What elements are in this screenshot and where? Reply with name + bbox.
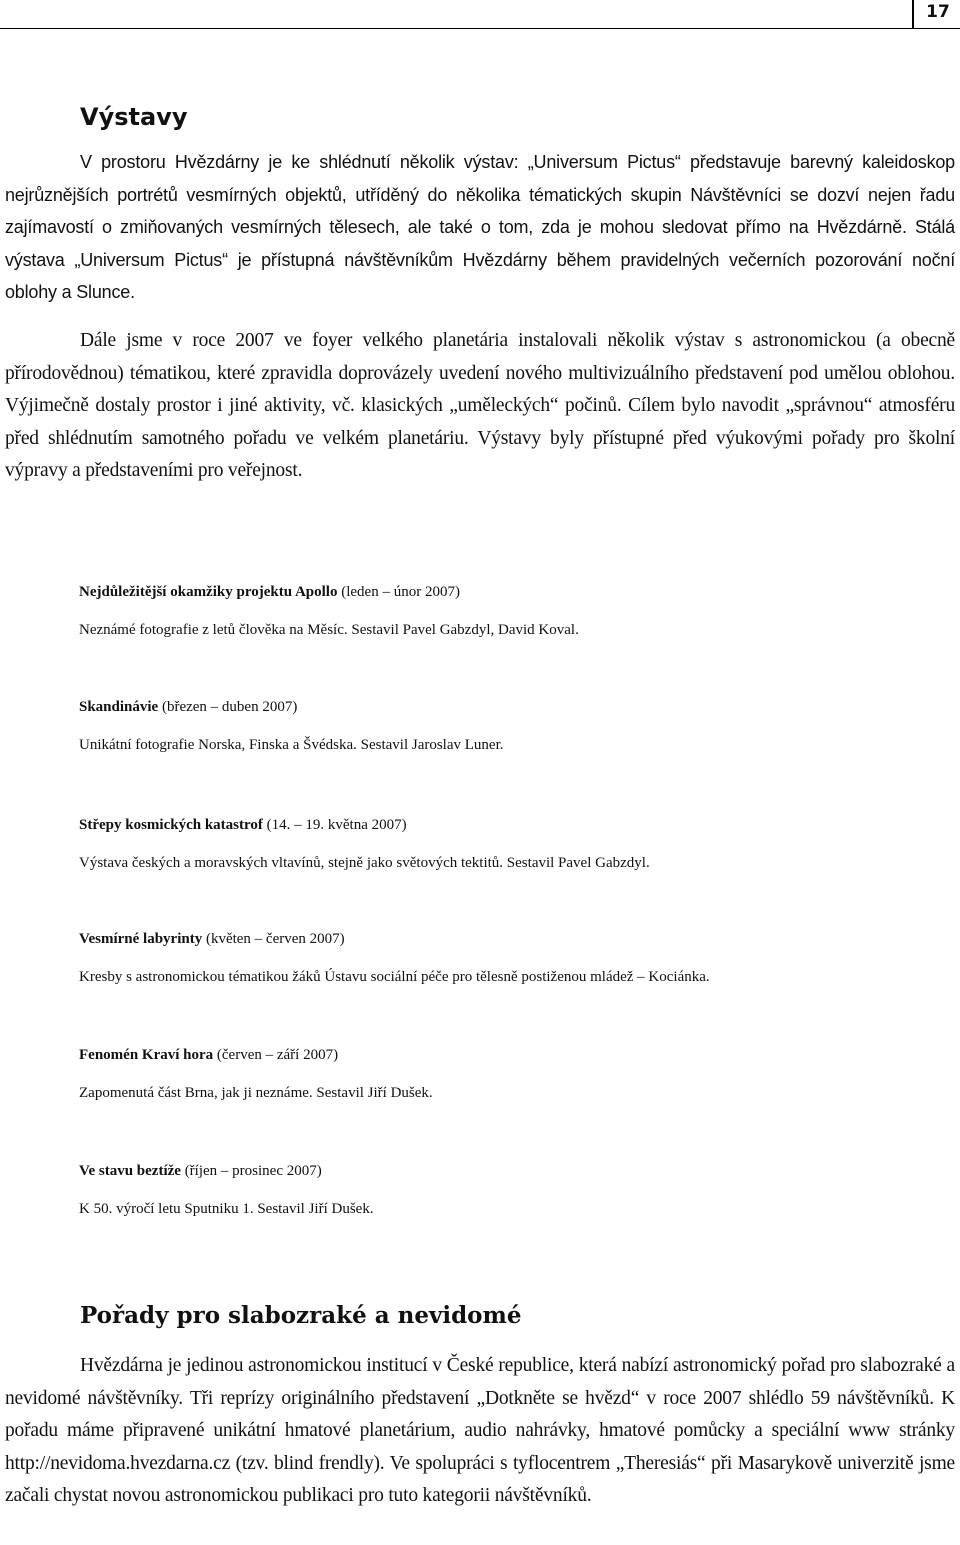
exhibition-item [79, 583, 939, 639]
exhibition-description: Výstava českých a moravských vltavínů, stejně jako světových tektitů. Sestavil Pavel Gabzdyl. [79, 855, 650, 871]
section-heading-vystavy: Výstavy [80, 103, 188, 131]
exhibition-dates: (březen – duben 2007) [161, 699, 298, 715]
exhibition-item [79, 816, 939, 872]
exhibition-description: K 50. výročí letu Sputniku 1. Sestavil Jiří Dušek. [79, 1201, 374, 1217]
exhibition-title: Fenomén Kraví hora [79, 1047, 214, 1063]
exhibition-description: Zapomenutá část Brna, jak ji neznáme. Sestavil Jiří Dušek. [79, 1085, 433, 1101]
exhibition-title: Vesmírné labyrinty [79, 931, 203, 947]
header-divider [912, 0, 914, 28]
exhibition-dates: (leden – únor 2007) [341, 584, 460, 600]
exhibition-item [79, 930, 939, 986]
exhibition-item [79, 1162, 939, 1218]
exhibition-title: Skandinávie [79, 699, 159, 715]
foyer-paragraph: Dále jsme v roce 2007 ve foyer velkého planetária instalovali několik výstav s astronomickou (a obecně přírodovědnou) tématikou, které zpravidla doprovázely uvedení nového multivizuálního představení pod umělou oblohou. Výjimečně dostaly prostor i jiné aktivity, vč. klasických „uměleckých“ počinů. Cílem bylo navodit „správnou“ atmosféru před shlédnutím samotného pořadu ve velkém planetáriu. Výstavy byly přístupné před výukovými pořady pro školní výpravy a představeními pro veřejnost. [5, 330, 955, 481]
section-heading-porady: Pořady pro slabozraké a nevidomé [80, 1302, 522, 1329]
exhibition-dates: (červen – září 2007) [216, 1047, 339, 1063]
exhibition-dates: (květen – červen 2007) [205, 931, 345, 947]
exhibition-description: Neznámé fotografie z letů člověka na Měsíc. Sestavil Pavel Gabzdyl, David Koval. [79, 622, 579, 638]
intro-paragraph: V prostoru Hvězdárny je ke shlédnutí několik výstav: „Universum Pictus“ představuje barevný kaleidoskop nejrůznějších portrétů vesmírných objektů, utříděný do několika tématických skupin Návštěvníci se dozví nejen řadu zajímavostí o zmiňovaných vesmírných tělesech, ale také o tom, zda je mohou sledovat přímo na Hvězdárně. Stálá výstava „Universum Pictus“ je přístupná návštěvníkům Hvězdárny během pravidelných večerních pozorování noční oblohy a Slunce. [5, 152, 955, 302]
exhibition-dates: (říjen – prosinec 2007) [184, 1163, 322, 1179]
exhibition-dates: (14. – 19. května 2007) [266, 817, 407, 833]
page-number: 17 [926, 2, 950, 22]
exhibition-description: Kresby s astronomickou tématikou žáků Ústavu sociální péče pro tělesně postiženou mládež – Kociánka. [79, 969, 710, 985]
page-header [0, 0, 960, 29]
exhibition-item [79, 698, 939, 754]
exhibition-title: Ve stavu beztíže [79, 1163, 181, 1179]
exhibition-item [79, 1046, 939, 1102]
exhibition-description: Unikátní fotografie Norska, Finska a Švédska. Sestavil Jaroslav Luner. [79, 737, 504, 753]
exhibition-title: Nejdůležitější okamžiky projektu Apollo [79, 584, 338, 600]
exhibition-title: Střepy kosmických katastrof [79, 817, 263, 833]
blind-program-paragraph: Hvězdárna je jedinou astronomickou institucí v České republice, která nabízí astronomický pořad pro slabozraké a nevidomé návštěvníky. Tři reprízy originálního představení „Dotkněte se hvězd“ v roce 2007 shlédlo 59 návštěvníků. K pořadu máme připravené unikátní hmatové planetárium, audio nahrávky, hmatové pomůcky a speciální www stránky http://nevidoma.hvezdarna.cz (tzv. blind frendly). Ve spolupráci s tyflocentrem „Theresiás“ při Masarykově univerzitě jsme začali chystat novou astronomickou publikaci pro tuto kategorii návštěvníků. [5, 1355, 955, 1506]
